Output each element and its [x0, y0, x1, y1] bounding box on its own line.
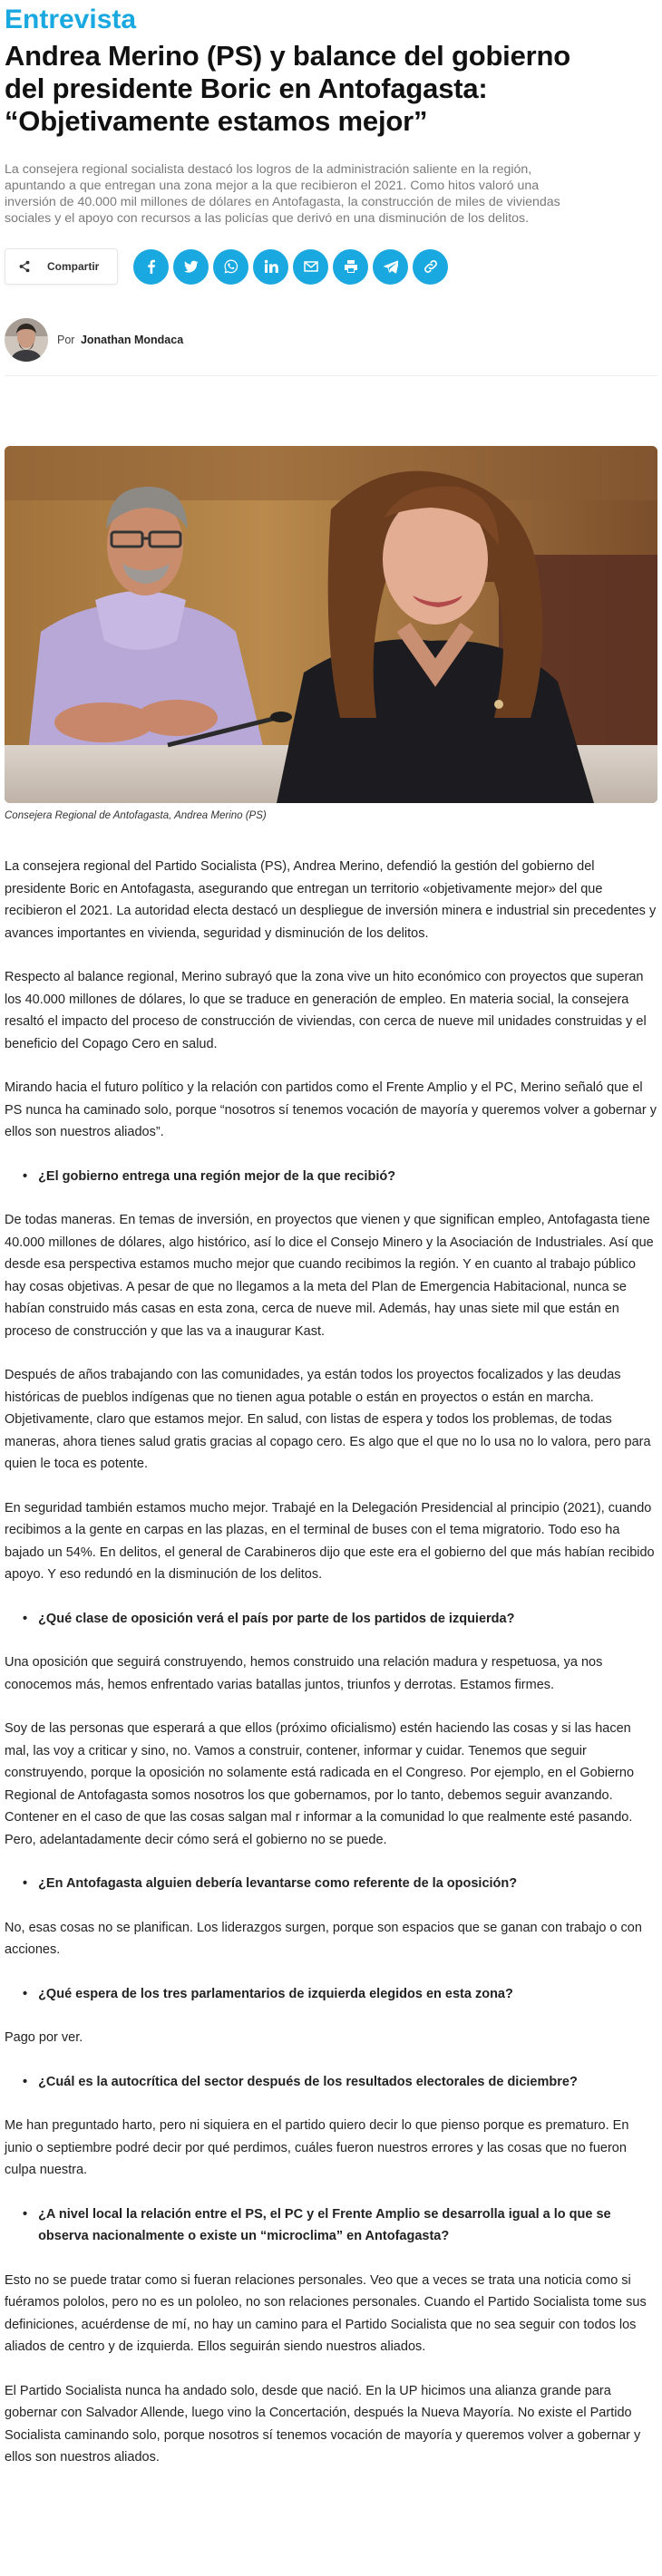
print-button[interactable]: [333, 249, 368, 285]
article: [0, 4, 662, 2469]
share-bar: [5, 247, 657, 286]
bullet-icon: •: [23, 2206, 28, 2222]
share-button[interactable]: [5, 248, 118, 285]
question-text: ¿El gobierno entrega una región mejor de la que recibió?: [38, 1168, 396, 1184]
author-photo: [5, 318, 48, 362]
byline-divider: [5, 375, 657, 376]
bullet-icon: •: [23, 1611, 28, 1626]
facebook-icon: [144, 259, 159, 274]
question-text: ¿Qué clase de oposición verá el país por parte de los partidos de izquierda?: [38, 1611, 515, 1626]
whatsapp-button[interactable]: [213, 249, 248, 285]
telegram-icon: [384, 259, 398, 274]
bullet-icon: •: [23, 1986, 28, 2001]
share-label: Compartir: [47, 260, 100, 273]
whatsapp-icon: [224, 259, 239, 274]
answer-paragraph: Después de años trabajando con las comunidades, ya están todos los proyectos focalizados y las deudas históricas de pueblos indígenas que no tienen agua potable o están en proyectos o están en marcha. Objetivamente, claro que estamos mejor. En salud, con listas de espera y todos los problemas, de todas maneras, ahora tienes salud gratis gracias al copago cero. Es algo que el que no lo usa no lo valora, pero para quien le toca es potente.: [5, 1368, 651, 1471]
bullet-icon: •: [23, 1876, 28, 1891]
question-text: ¿Qué espera de los tres parlamentarios de izquierda elegidos en esta zona?: [38, 1986, 513, 2001]
answer-paragraph: No, esas cosas no se planifican. Los liderazgos surgen, porque son espacios que se ganan con trabajo o con acciones.: [5, 1920, 642, 1957]
answer-paragraph: En seguridad también estamos mucho mejor. Trabajé en la Delegación Presidencial al principio (2021), cuando recibimos a la gente en carpas en las plazas, en el terminal de buses con el tema migratorio. Todo eso ha bajado un 54%. En delitos, el general de Carabineros dijo que este era el gobierno del que más habían recibido apoyo. Y eso redundó en la disminución de los delitos.: [5, 1500, 655, 1582]
body-paragraph: Respecto al balance regional, Merino subrayó que la zona vive un hito económico con proyectos que superan los 40.000 millones de dólares, lo que se traduce en generación de empleo. En materia social, la consejera resaltó el impacto del proceso de construcción de viviendas, con cerca de nueve mil unidades construidas y el beneficio del Copago Cero en salud.: [5, 970, 647, 1051]
article-body: [5, 856, 657, 2469]
article-lead: La consejera regional socialista destacó los logros de la administración saliente en la región, apuntando a que entregan una zona mejor a la que recibieron el 2021. Como hitos valoró una inversión de 40.000 mil millones de dólares en Antofagasta, la construcción de miles de viviendas sociales y el apoyo con recursos a las policías que derivó en una disminución de los delitos.: [5, 162, 560, 226]
linkedin-button[interactable]: [253, 249, 288, 285]
answer-paragraph: Me han preguntado harto, pero ni siquiera en el partido quiero decir lo que pienso porque es prematuro. En junio o septiembre podré decir por qué perdimos, cuáles fueron nuestros errores y las cosas que no fueron culpa nuestra.: [5, 2118, 629, 2177]
bullet-icon: •: [23, 1168, 28, 1184]
answer-paragraph: De todas maneras. En temas de inversión, en proyectos que vienen y que significan empleo, Antofagasta tiene 40.000 millones de dólares, algo histórico, así lo dice el Consejo Minero y la Asociación de Industriales. Así que desde esa perspectiva estamos mucho mejor que cuando recibimos la región. Y en cuanto al trabajo público hay cosas objetivas. A pesar de que no llegamos a la meta del Plan de Emergencia Habitacional, nunca se habían construido más casas en esta zona, cerca de nueve mil. Además, hay unas siete mil que están en proceso de construcción y que las va a inaugurar Kast.: [5, 1213, 654, 1339]
question-text: ¿Cuál es la autocrítica del sector después de los resultados electorales de diciembre?: [38, 2074, 578, 2089]
author-name[interactable]: Jonathan Mondaca: [80, 334, 184, 346]
interview-photo: [5, 446, 657, 803]
answer-paragraph: Pago por ver.: [5, 2030, 83, 2045]
interview-question: [5, 1166, 657, 1188]
author-prefix: Por: [57, 334, 75, 346]
article-headline: Andrea Merino (PS) y balance del gobierno del presidente Boric en Antofagasta: “Objetivamente estamos mejor”: [5, 40, 570, 137]
article-kicker: Entrevista: [5, 5, 137, 34]
interview-question: [5, 2203, 657, 2248]
interview-question: [5, 1983, 657, 2006]
social-buttons: [133, 249, 448, 285]
copy-link-button[interactable]: [413, 249, 448, 285]
author-byline: [5, 317, 657, 363]
question-text: ¿En Antofagasta alguien debería levantarse como referente de la oposición?: [38, 1876, 518, 1891]
featured-image: [5, 446, 657, 803]
body-paragraph: La consejera regional del Partido Socialista (PS), Andrea Merino, defendió la gestión del gobierno del presidente Boric en Antofagasta, asegurando que entregan un territorio «objetivamente mejor» del que recibieron el 2021. La autoridad electa destacó un despliegue de inversión minera e industrial sin precedentes y avances importantes en vivienda, seguridad y disminución de los delitos.: [5, 859, 657, 941]
answer-paragraph: Esto no se puede tratar como si fueran relaciones personales. Veo que a veces se trata una noticia como si fuéramos pololos, pero no es un pololeo, no son relaciones personales. Cuando el Partido Socialista tome sus definiciones, acuérdense de mí, no hay un camino para el Partido Socialista que no sea seguir con todos los aliados de centro y de izquierda. Ellos seguirán siendo nuestros aliados.: [5, 2272, 647, 2354]
copy-link-icon: [423, 259, 438, 274]
interview-question: [5, 1873, 657, 1895]
twitter-button[interactable]: [173, 249, 209, 285]
twitter-icon: [184, 259, 199, 274]
facebook-button[interactable]: [133, 249, 169, 285]
answer-paragraph: Una oposición que seguirá construyendo, hemos construido una relación madura y respetuosa, ya nos conocemos más, hemos enfrentado varias batallas juntos, triunfos y derrotas. Estamos firmes.: [5, 1655, 603, 1692]
body-paragraph: Mirando hacia el futuro político y la relación con partidos como el Frente Amplio y el PC, Merino señaló que el PS nunca ha caminado solo, porque “nosotros sí tenemos vocación de mayoría y queremos volver a gobernar y ellos son nuestros aliados”.: [5, 1080, 657, 1139]
share-icon: [18, 260, 31, 273]
email-button[interactable]: [293, 249, 328, 285]
image-caption: Consejera Regional de Antofagasta, Andrea Merino (PS): [5, 810, 267, 821]
linkedin-icon: [264, 259, 278, 274]
author-avatar[interactable]: [5, 318, 48, 362]
interview-question: [5, 1608, 657, 1631]
interview-question: [5, 2071, 657, 2094]
answer-paragraph: Soy de las personas que esperará a que ellos (próximo oficialismo) estén haciendo las cosas y si las hacen mal, las voy a criticar y sino, no. Vamos a construir, contener, informar y cuidar. Tenemos que seguir construyendo, porque la oposición no solamente está radicada en el Congreso. Por ejemplo, en el Gobierno Regional de Antofagasta somos nosotros los que gobernamos, por lo tanto, debemos seguir avanzando. Contener en el caso de que las cosas salgan mal r informar a la comunidad lo que realmente esté pasando. Pero, adelantadamente decir cómo será el gobierno no se puede.: [5, 1721, 635, 1847]
print-icon: [344, 259, 358, 274]
question-text: ¿A nivel local la relación entre el PS, el PC y el Frente Amplio se desarrolla igual a lo que se observa nacionalmente o existe un “microclima” en Antofagasta?: [38, 2206, 611, 2243]
author-credit: [57, 334, 183, 346]
bullet-icon: •: [23, 2074, 28, 2089]
email-icon: [304, 259, 318, 274]
answer-paragraph: El Partido Socialista nunca ha andado solo, desde que nació. En la UP hicimos una alianza grande para gobernar con Salvador Allende, luego vino la Concertación, después la Nueva Mayoría. No existe el Partido Socialista caminando solo, porque nosotros sí tenemos vocación de mayoría y queremos volver a gobernar y ellos son nuestros aliados.: [5, 2383, 641, 2465]
telegram-button[interactable]: [373, 249, 408, 285]
